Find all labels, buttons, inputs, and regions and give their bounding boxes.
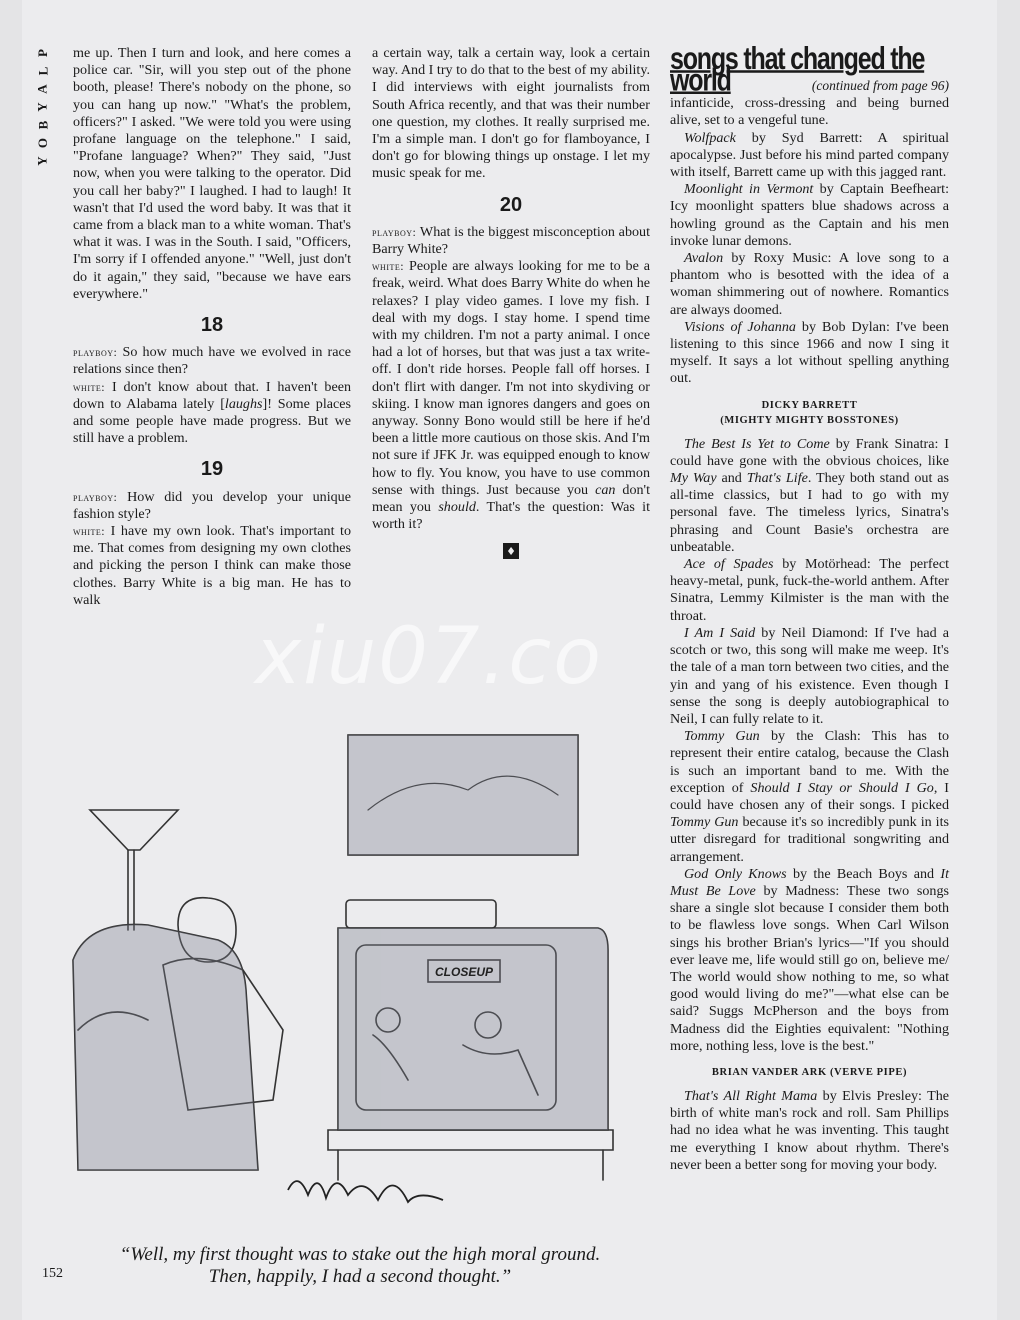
song-entry: Avalon by Roxy Music: A love song to a phantom who is besotted with the idea of a woman shimmering out of nowhere. Romantics are always doomed.: [670, 250, 949, 318]
page-number: 152: [42, 1266, 63, 1281]
artist-signature: [288, 1181, 443, 1202]
section-heading: songs that changed the world: [670, 41, 925, 99]
song-entry: Tommy Gun by the Clash: This has to represent their entire catalog, because the Clash is such an important band to me. With the exception of Should I Stay or Should I Go, I could have chosen any of their songs. I picked Tommy Gun because it's so incredibly punk in its utter disregard for traditional songwriting and arrangement.: [670, 728, 950, 865]
song-entry: Visions of Johanna by Bob Dylan: I've been listening to this since 1966 and now I sing it myself. It says a lot without spelling anything out.: [670, 318, 949, 387]
question-number: 18: [200, 314, 224, 337]
song-entry: Ace of Spades by Motörhead: The perfect heavy-metal, punk, fuck-the-world anthem. After Sinatra, Lemmy Kilmister is the man with the throat.: [670, 556, 949, 624]
question: playboy: How did you develop your unique fashion style?: [73, 488, 351, 522]
column-2: [372, 45, 650, 559]
tv-sign-text: CLOSEUP: [434, 965, 494, 979]
column-3: [670, 41, 950, 1174]
question-number: 20: [499, 193, 523, 216]
question-number: 19: [200, 458, 224, 481]
song-entry: I Am I Said by Neil Diamond: If I've had a scotch or two, this song will make me weep. It's the tale of a man torn between two cities, and the yin and yang of his existence. Even though I sense the song is deeply autobiographical to Neil, I can fully relate to it.: [670, 624, 950, 727]
answer: white: I have my own look. That's important to me. That comes from designing my own clothes and picking the person I think can make those clothes. Barry White is a big man. He has to walk: [73, 523, 351, 608]
paragraph: a certain way, talk a certain way, look a certain way. And I try to do that to the best of my ability. I did interviews with eight journalists from South Africa recently, and that was their number one question, my clothes. It really surprised me. I'm a simple man. I don't go for flamboyance, I don't go for blowing things up onstage. I let my music speak for me.: [372, 45, 650, 182]
answer: white: I don't know about that. I haven't been down to Alabama lately [laughs]! Some places and some people have made progress. But we still have a problem.: [73, 378, 351, 447]
question: playboy: What is the biggest misconception about Barry White?: [372, 223, 650, 258]
song-entry: God Only Knows by the Beach Boys and It Must Be Love by Madness: These two songs share a single slot because I consider them both to be flawless love songs. When Carl Wilson sings his brother Brian's lyrics—"If you should ever leave me, life would still go on, believe me/ The world would show nothing to me, so what good would living do me?"—what else can be said? Suggs McPherson and the boys from Madness did the Eighties equivalent: "Nothing more, nothing less, love is the best.": [670, 865, 949, 1054]
cartoon-caption: “Well, my first thought was to stake out the high moral ground. Then, happily, I had a second thought.”: [119, 1244, 601, 1287]
paragraph: me up. Then I turn and look, and here comes a police car. "Sir, will you step out of the phone booth, please! There's nobody on the phone, so you can hang up now." "What's the problem, officers?" I asked. "We were told you were using profane language on the telephone." I said, "Profane language? When?" They said, "Just now, when you were talking to the operator. Did you call her baby?" I laughed. I had to laugh! It wasn't that I'd used the word baby. It was that it came from a black man to a white woman. That's what it was. I was in the South. I said, "Officers, I'm sorry if I offended anyone." "Well, just don't do it again," they said, "because we have ears everywhere.": [73, 45, 351, 302]
contributor-credit: BRIAN VANDER ARK (VERVE PIPE): [711, 1066, 908, 1078]
song-entry: Wolfpack by Syd Barrett: A spiritual apocalypse. Just before his mind parted company with itself, Barrett came up with this jagged rant.: [670, 129, 949, 181]
song-entry: The Best Is Yet to Come by Frank Sinatra: I could have gone with the obvious choices, like My Way and That's Life. They both stand out as all-time classics, but I had to go with my personal fave. The timeless lyrics, Sinatra's phrasing and Count Basie's orchestra are unbeatable.: [670, 435, 950, 555]
song-entry: Moonlight in Vermont by Captain Beefheart: Icy moonlight spatters blue shadows across a howling ground as the Captain and his men invoke lunar demons.: [670, 181, 949, 249]
song-entry: That's All Right Mama by Elvis Presley: The birth of white man's rock and roll. Sam Phillips had no idea what he was inventing. This taught me everything I know about rhythm. There's never been a better song for moving your body.: [670, 1087, 949, 1173]
cartoon-illustration: [68, 700, 653, 1230]
question: playboy: So how much have we evolved in race relations since then?: [73, 344, 351, 378]
vcr-box: [346, 900, 496, 928]
continued-note: (continued from page 96): [811, 78, 949, 93]
vertical-brand: P L A Y B O Y: [34, 49, 50, 166]
contributor-credit: DICKY BARRETT (MIGHTY MIGHTY BOSSTONES): [720, 399, 899, 426]
paragraph: infanticide, cross-dressing and being burned alive, set to a vengeful tune.: [670, 95, 949, 129]
watermark: xiu07.co: [255, 612, 603, 702]
column-1: [73, 45, 351, 609]
lamp-shade: [90, 810, 178, 850]
answer: white: People are always looking for me to be a freak, weird. What does Barry White do when he relaxes? I play video games. I love my fish. I deal with my dogs. I stay home. I spend time with my children. I'm not a party animal. I once had a lot of horses, but that was just a tax write-off. I don't ride horses. People fall off horses. I don't flirt with danger. I'm not into skydiving or skiing. I know man ignores dangers and goes on anyway. Sonny Bono would still be here if he'd been a little more cautious on those skis. And I'm not sure if JFK Jr. was equipped enough to know how to fly. You know, you have to use common sense with things. Just because you can don't mean you should. That's the question: Was it worth it?: [372, 258, 650, 533]
rabbit-end-icon: ♦: [503, 543, 519, 559]
